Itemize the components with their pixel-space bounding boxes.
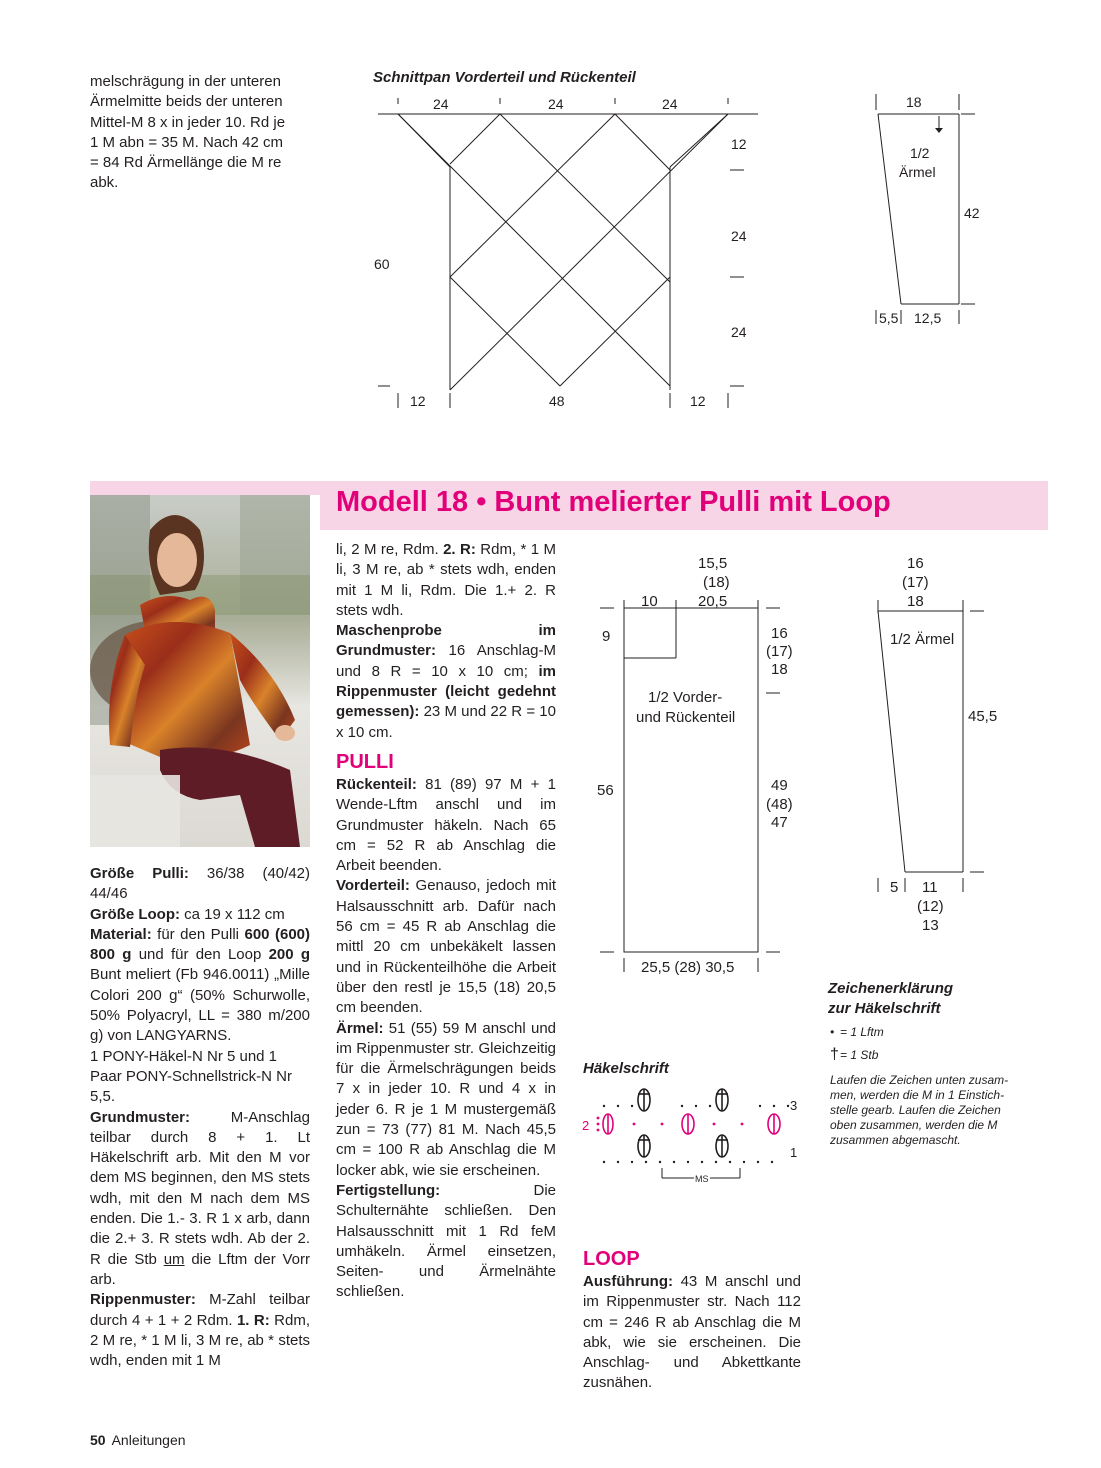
legend-title-line: Zeichenerklärung <box>828 980 954 997</box>
sleeve-bottom-label: 11 <box>922 879 938 896</box>
sleeve-bottom-left: 5 <box>890 879 899 896</box>
material: Material: für den Pulli 600 (600) 800 g und für den Loop 200 g Bunt meliert (Fb 946.0011) „Mille Colori 200 g“ (50% Schurwolle, 50% Polyacryl, LL = 380 m/200 g) von LANGYARNS. <box>90 925 311 1045</box>
sleeve-bottom-label: (12) <box>917 898 944 915</box>
right-mid-label: 47 <box>771 814 788 831</box>
right-label: 24 <box>731 228 747 244</box>
banner-strip <box>90 481 320 495</box>
sleeve-outline <box>876 94 975 324</box>
ms-label: MS <box>695 1174 709 1184</box>
sleeve-inner-label: Ärmel <box>899 164 936 180</box>
fertigstellung: Fertigstellung: Die Schulternähte schließen. Den Halsausschnitt mit 1 Rd feM umhäkeln. Ärmel einsetzen, Seiten- und Ärmelnähte schließen. <box>336 1181 556 1301</box>
note-line: men, werden die M in 1 Einstich- <box>830 1088 1005 1102</box>
stitch-icon: † <box>830 1046 839 1063</box>
bottom-label: 12 <box>410 393 426 409</box>
right-label: 18 <box>771 661 788 678</box>
body-top-label: 20,5 <box>698 593 728 610</box>
rueckenteil: Rückenteil: 81 (89) 97 M + 1 Wende-Lftm anschl und im Grundmuster häkeln. Nach 65 cm = 52 R ab Anschlag die Arbeit beenden. <box>336 775 556 875</box>
row-label: 1 <box>790 1145 798 1160</box>
note-line: stelle gearb. Laufen die Zeichen <box>830 1103 1001 1117</box>
sleeve-right-label: 42 <box>964 205 980 221</box>
text-line: melschrägung in der unteren <box>90 73 281 90</box>
right-label: (17) <box>766 643 793 660</box>
sleeve-inner-label: 1/2 Ärmel <box>890 631 955 648</box>
groesse-loop: Größe Loop: ca 19 x 112 cm <box>90 905 285 923</box>
loop-section <box>583 1246 801 1394</box>
legend-item-label: = 1 Lftm <box>840 1025 884 1039</box>
neck-label: 9 <box>602 628 611 645</box>
right-label: 24 <box>731 324 747 340</box>
vorderteil: Vorderteil: Genauso, jedoch mit Halsausschnitt arb. Dafür nach 56 cm = 45 R ab Anschlag die mittl 20 cm unbekäkelt lassen und in Rückenteilhöhe die Arbeit über den restl je 15,5 (18) 20,5 cm beenden. <box>336 877 557 1017</box>
bottom-label: 12 <box>690 393 706 409</box>
rippen-cont: li, 2 M re, Rdm. 2. R: Rdm, * 1 M li, 3 M re, ab * stets wdh, enden mit 1 M li, Rdm. Die 1.+ 2. R stets wdh. <box>336 541 557 619</box>
page-title: Modell 18 • Bunt melierter Pulli mit Loop <box>336 486 891 518</box>
pulli-heading: PULLI <box>336 750 394 773</box>
grundmuster: Grundmuster: M-Anschlag teilbar durch 8 + 1. Lt Häkelschrift arb. Mit den M vor dem MS beginnen, den MS stets wdh, mit den M nach dem MS enden. Die 1.- 3. R 1 x arb, dann die 2.+ 3. R stets wdh. Ab der 2. R die Stb um die Lftm der Vorr arb. <box>90 1108 311 1288</box>
text-line: = 84 Rd Ärmellänge die M re <box>90 154 282 172</box>
body-inner-label: und Rückenteil <box>636 709 736 726</box>
note-line: oben zusammen, werden die M <box>830 1118 998 1132</box>
sleeve-bottom-label: 5,5 <box>879 310 899 326</box>
sleeve-inner-label: 1/2 <box>910 145 930 161</box>
right-mid-label: (48) <box>766 796 793 813</box>
body-top-left: 10 <box>641 593 658 610</box>
tools: 1 PONY-Häkel-N Nr 5 und 1 Paar PONY-Schnellstrick-N Nr 5,5. <box>90 1047 292 1106</box>
model-image <box>90 495 310 847</box>
body-top-label: (18) <box>703 574 730 591</box>
row-label: 2 <box>582 1118 590 1133</box>
note-line: zusammen abgemascht. <box>830 1133 961 1147</box>
footer-section: Anleitungen <box>111 1432 186 1448</box>
right-label: 16 <box>771 625 788 642</box>
bottom-label: 25,5 (28) 30,5 <box>641 959 735 976</box>
page-number: 50 <box>90 1432 106 1448</box>
column-2 <box>336 540 556 1303</box>
chain-icon: • <box>830 1025 835 1039</box>
column-1 <box>90 864 310 1371</box>
text-line: abk. <box>90 174 119 192</box>
left-label: 56 <box>597 782 614 799</box>
bottom-label: 48 <box>549 393 565 409</box>
text-line: 1 M abn = 35 M. Nach 42 cm <box>90 133 284 151</box>
legend-item-chain <box>830 1025 884 1039</box>
diamond-lines <box>378 98 758 408</box>
rippenmuster: Rippenmuster: M-Zahl teilbar durch 4 + 1 + 2 Rdm. 1. R: Rdm, 2 M re, * 1 M li, 3 M re, ab * stets wdh, enden mit 1 M <box>90 1291 310 1370</box>
legend-note <box>830 1073 1030 1148</box>
sleeve-top-label: 18 <box>907 593 924 610</box>
legend-title <box>828 979 1028 1019</box>
chart-title: Häkelschrift <box>583 1060 669 1077</box>
sleeve-top-diagram <box>860 88 1000 338</box>
sleeve-right-label: 45,5 <box>968 708 998 725</box>
sleeve-bottom-label: 13 <box>922 917 939 934</box>
body-outline <box>600 600 780 972</box>
sleeve-top-label: 16 <box>907 555 924 572</box>
page-footer <box>90 1432 186 1448</box>
note-line: Laufen die Zeichen unten zusam- <box>830 1073 1009 1087</box>
left-label: 60 <box>374 256 390 272</box>
top-label: 24 <box>433 96 449 112</box>
row-2-dots <box>597 1117 744 1132</box>
legend-title-line: zur Häkelschrift <box>828 1000 941 1017</box>
sleeve-top-label: (17) <box>902 574 929 591</box>
sleeve-bottom-label: 12,5 <box>914 310 942 326</box>
loop-text: Ausführung: 43 M anschl und im Rippenmuster str. Nach 112 cm = 246 R ab Anschlag die M abk, wie sie erscheinen. Die Anschlag- und Abkettkante zusnähen. <box>583 1273 801 1392</box>
legend-item-stb <box>830 1046 878 1064</box>
continuation-text <box>90 72 310 194</box>
legend-item-label: = 1 Stb <box>840 1048 879 1062</box>
crochet-chart <box>578 1082 808 1192</box>
loop-heading: LOOP <box>583 1248 640 1270</box>
sleeve-diagram <box>860 550 1020 940</box>
text-line: Ärmelmitte beids der unteren <box>90 93 283 111</box>
body-top-label: 15,5 <box>698 555 728 572</box>
row-label: 3 <box>790 1098 798 1113</box>
body-inner-label: 1/2 Vorder- <box>648 689 723 706</box>
arrow-icon <box>935 128 943 133</box>
body-diagram <box>590 550 800 980</box>
maschenprobe: Maschenprobe im Grundmuster: 16 Anschlag-M und 8 R = 10 x 10 cm; im Rippenmuster (leicht gedehnt gemessen): 23 M und 22 R = 10 x 10 cm. <box>336 622 556 741</box>
schnitt-diagram <box>360 60 780 420</box>
chain-dots <box>603 1105 789 1163</box>
top-label: 24 <box>662 96 678 112</box>
top-label: 24 <box>548 96 564 112</box>
groesse-pulli: Größe Pulli: 36/38 (40/42) 44/46 <box>90 865 310 903</box>
aermel: Ärmel: 51 (55) 59 M anschl und im Rippenmuster str. Gleichzeitig für die Ärmelschrägungen beids 7 x in jeder 10. R und 4 x in jeder 6. R je 1 M mustergemäß zun = 73 (77) 81 M. Nach 45,5 cm = 100 R ab Anschlag die M locker abk, wie sie erscheinen. <box>336 1019 556 1179</box>
sleeve-top-label: 18 <box>906 94 922 110</box>
right-label: 12 <box>731 136 747 152</box>
schnitt-title: Schnittpan Vorderteil und Rückenteil <box>373 69 636 86</box>
text-line: Mittel-M 8 x in jeder 10. Rd je <box>90 113 286 131</box>
right-mid-label: 49 <box>771 777 788 794</box>
row-2-marks <box>603 1114 780 1134</box>
model-photo <box>90 495 310 847</box>
